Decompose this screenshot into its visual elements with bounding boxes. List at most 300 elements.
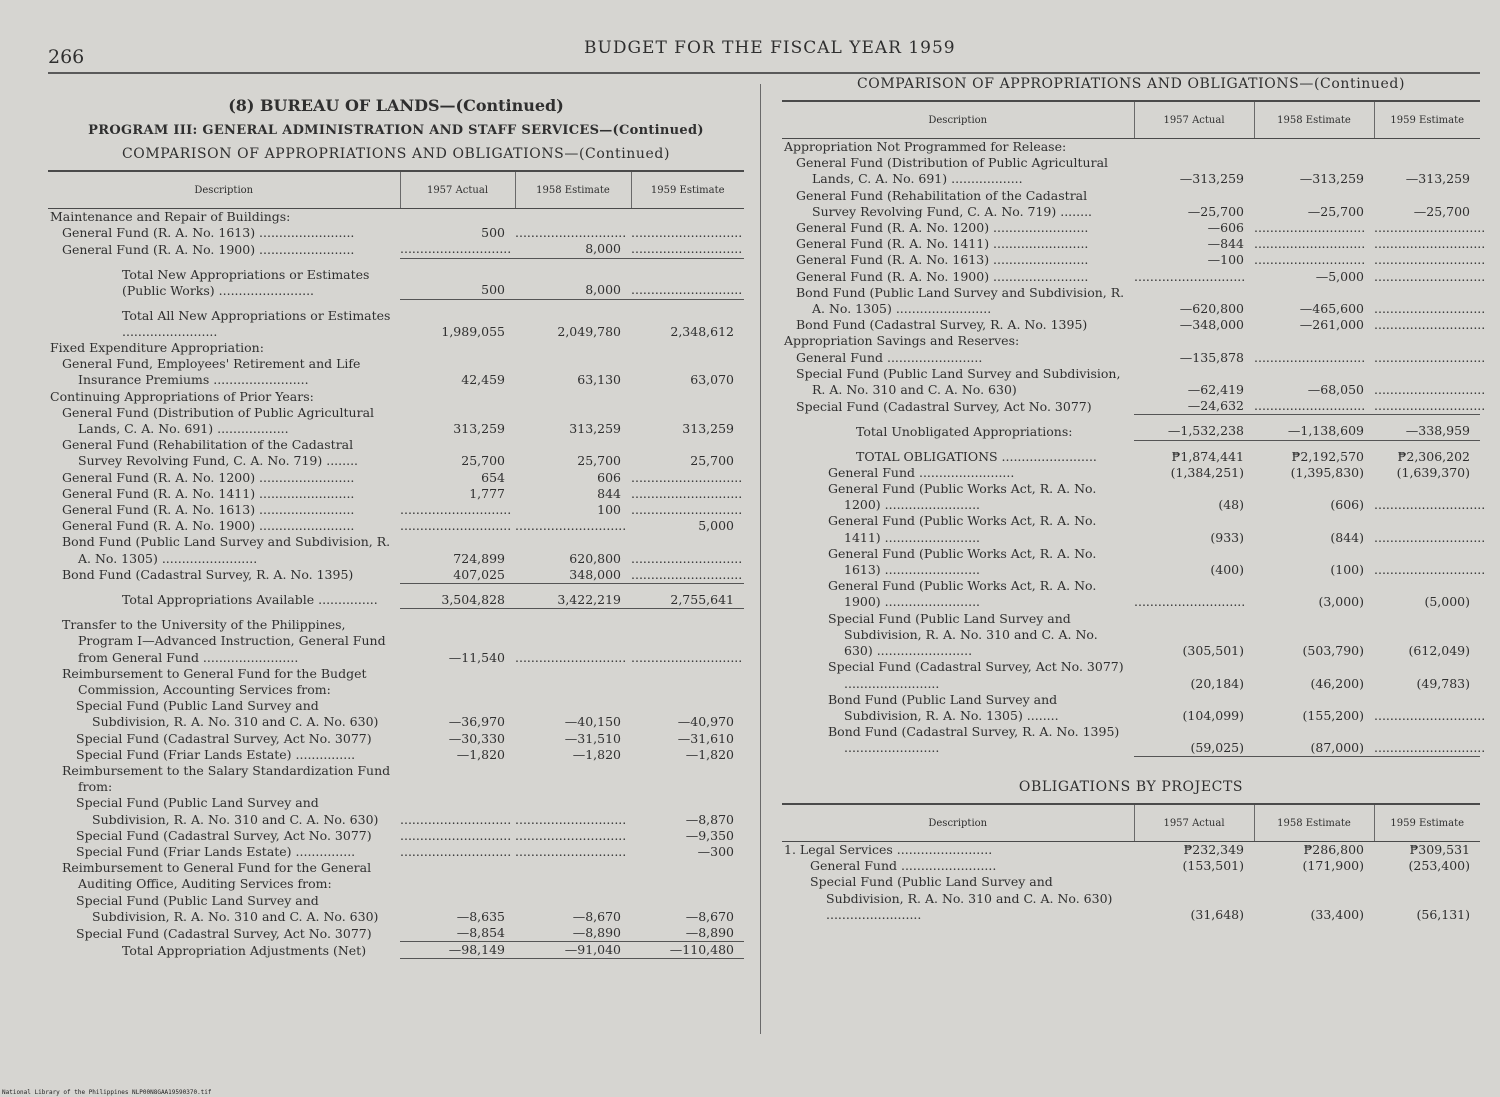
table-row: [782, 285, 1480, 317]
value-1959: ₱309,531: [1409, 842, 1470, 858]
value-1958: 348,000: [515, 567, 631, 584]
description-cell: General Fund (R. A. No. 1613) ........................: [62, 501, 355, 517]
value-1959: ............................: [1374, 349, 1486, 365]
table-row: [48, 698, 744, 730]
table-row: [782, 546, 1480, 578]
table-row: [48, 241, 744, 258]
description-cell: General Fund (R. A. No. 1900) ........................: [796, 268, 1089, 284]
table-row: [48, 518, 744, 534]
value-1958: 606: [597, 469, 621, 485]
value-1959: —8,870: [685, 811, 734, 827]
right-column: [782, 76, 1486, 923]
value-1958: —8,670: [572, 908, 621, 924]
description-cell: Bond Fund (Cadastral Survey, R. A. No. 1395): [796, 317, 1088, 333]
table-row: [782, 659, 1480, 691]
value-1958: ............................: [515, 518, 627, 534]
left-column: [48, 92, 744, 959]
col-1957: 1957 Actual: [1134, 804, 1254, 842]
value-1958: (3,000): [1318, 594, 1364, 610]
value-1959: 313,259: [682, 420, 734, 436]
value-1958: [515, 299, 631, 308]
value-1959: ₱2,306,202: [1397, 448, 1470, 464]
value-1957: ₱232,349: [1183, 842, 1244, 858]
value-1959: [1374, 139, 1480, 156]
value-1959: [1374, 333, 1480, 349]
table-row: [48, 666, 744, 698]
value-1957: ₱1,874,441: [1171, 448, 1244, 464]
description-cell: General Fund (R. A. No. 1200) ........................: [62, 469, 355, 485]
description-cell: Special Fund (Cadastral Survey, Act No. 3077): [76, 827, 372, 843]
value-1958: 63,130: [577, 372, 621, 388]
description-cell: [48, 299, 400, 308]
value-1957: [1134, 415, 1254, 424]
value-1957: (1,384,251): [1170, 464, 1244, 480]
value-1958: 620,800: [569, 550, 621, 566]
value-1959: —25,700: [1413, 203, 1470, 219]
value-1958: [1254, 333, 1374, 349]
value-1958: [515, 389, 631, 405]
running-title: BUDGET FOR THE FISCAL YEAR 1959: [584, 38, 956, 58]
value-1958: ............................: [515, 844, 627, 860]
value-1958: [515, 860, 631, 892]
table-row: [48, 828, 744, 844]
value-1957: (153,501): [1182, 858, 1244, 874]
value-1957: 313,259: [453, 420, 505, 436]
value-1959: ............................: [631, 550, 743, 566]
value-1958: [515, 258, 631, 267]
description-cell: TOTAL OBLIGATIONS ........................: [856, 448, 1097, 464]
value-1959: ............................: [1374, 398, 1486, 414]
value-1958: —40,150: [564, 714, 621, 730]
value-1958: (33,400): [1310, 906, 1364, 922]
table-row: [782, 724, 1480, 756]
table-header: [782, 101, 1480, 139]
description-cell: Total Appropriation Adjustments (Net): [122, 942, 367, 958]
table-row: [782, 350, 1480, 366]
description-cell: [48, 583, 400, 592]
table-row: [782, 858, 1480, 874]
table-row: [48, 502, 744, 518]
value-1958: ............................: [1254, 398, 1374, 415]
value-1957: 654: [481, 469, 505, 485]
value-1959: ............................: [1374, 497, 1486, 513]
value-1958: (171,900): [1302, 858, 1364, 874]
value-1959: [631, 763, 744, 795]
value-1958: [1254, 139, 1374, 156]
value-1957: 500: [481, 225, 505, 241]
table-row: [48, 609, 744, 618]
page-number: 266: [48, 46, 85, 68]
value-1959: ............................: [1374, 317, 1486, 333]
value-1957: [400, 299, 515, 308]
value-1959: [631, 583, 744, 592]
left-table: [48, 170, 744, 959]
value-1958: ............................: [1254, 236, 1366, 252]
value-1958: [1254, 415, 1374, 424]
table-row: [782, 269, 1480, 285]
description-cell: Special Fund (Cadastral Survey, Act No. 3077): [76, 730, 372, 746]
table-row: [48, 340, 744, 356]
table-row: [782, 874, 1480, 923]
description-cell: Bond Fund (Cadastral Survey, R. A. No. 1395) ........................: [828, 724, 1120, 756]
scan-footer: National Library of the Philippines NLP00N8GAA19590370.tif: [2, 1089, 212, 1096]
value-1957: ............................: [1134, 268, 1246, 284]
col-description: Description: [782, 804, 1134, 842]
value-1957: 1,777: [469, 485, 505, 501]
table-header: [782, 804, 1480, 842]
value-1957: [400, 609, 515, 618]
table-row: [48, 567, 744, 584]
description-cell: [782, 415, 1134, 424]
value-1958: [515, 763, 631, 795]
value-1959: (253,400): [1408, 858, 1470, 874]
table-row: [48, 795, 744, 827]
value-1957: (933): [1210, 529, 1244, 545]
value-1959: ............................: [1374, 301, 1486, 317]
value-1958: [515, 340, 631, 356]
description-cell: General Fund (Public Works Act, R. A. No. 1411) ........................: [828, 513, 1097, 545]
table-row: [782, 423, 1480, 440]
value-1958: (46,200): [1310, 675, 1364, 691]
table-row: [782, 692, 1480, 724]
description-cell: Special Fund (Cadastral Survey, Act No. 3077): [76, 925, 372, 941]
table-row: [782, 252, 1480, 268]
table-row: [48, 437, 744, 469]
table-row: [782, 611, 1480, 660]
value-1957: (59,025): [1134, 724, 1254, 756]
value-1959: ............................: [1374, 220, 1486, 236]
table-row: [782, 481, 1480, 513]
value-1958: ₱286,800: [1303, 842, 1364, 858]
table-row: [782, 366, 1480, 398]
description-cell: Reimbursement to General Fund for the General Auditing Office, Auditing Services from:: [62, 860, 372, 892]
value-1957: [1134, 139, 1254, 156]
value-1959: ............................: [631, 225, 743, 241]
table-row: [782, 220, 1480, 236]
table-row: [48, 389, 744, 405]
description-cell: Special Fund (Public Land Survey and Subdivision, R. A. No. 310 and C. A. No. 630): [796, 365, 1121, 398]
description-cell: General Fund (R. A. No. 1613) ........................: [62, 225, 355, 241]
program-title: PROGRAM III: GENERAL ADMINISTRATION AND STAFF SERVICES—(Continued): [88, 123, 704, 138]
description-cell: General Fund (R. A. No. 1411) ........................: [796, 236, 1089, 252]
table-row: [48, 258, 744, 267]
value-1958: 100: [597, 501, 621, 517]
value-1959: 63,070: [690, 372, 734, 388]
value-1958: —5,000: [1315, 268, 1364, 284]
value-1959: 2,755,641: [631, 592, 744, 609]
table-row: [48, 763, 744, 795]
value-1959: ............................: [1374, 562, 1486, 578]
value-1958: 2,049,780: [557, 323, 621, 339]
table-row: [48, 942, 744, 959]
right-table: [782, 100, 1486, 757]
description-cell: Transfer to the University of the Philippines, Program I—Advanced Instruction, General Fund from General Fund ........................: [62, 617, 386, 665]
top-rule: [48, 72, 1480, 74]
description-cell: General Fund (R. A. No. 1411) ........................: [62, 485, 355, 501]
value-1957: —348,000: [1179, 317, 1244, 333]
value-1959: (1,639,370): [1396, 464, 1470, 480]
value-1957: —313,259: [1179, 171, 1244, 187]
description-cell: Maintenance and Repair of Buildings:: [50, 209, 291, 224]
value-1959: ............................: [1374, 236, 1486, 252]
value-1958: (100): [1330, 562, 1364, 578]
description-cell: Special Fund (Public Land Survey and Subdivision, R. A. No. 310 and C. A. No. 630): [76, 698, 379, 730]
description-cell: Bond Fund (Cadastral Survey, R. A. No. 1395): [62, 567, 354, 583]
value-1958: —1,138,609: [1254, 423, 1374, 440]
description-cell: General Fund (Public Works Act, R. A. No. 1900) ........................: [828, 578, 1097, 610]
value-1957: —11,540: [448, 649, 505, 665]
table-row: [48, 209, 744, 226]
table-row: [48, 356, 744, 388]
table-row: [48, 617, 744, 666]
col-1959: 1959 Estimate: [1374, 804, 1480, 842]
description-cell: General Fund (R. A. No. 1613) ........................: [796, 252, 1089, 268]
table-row: [782, 139, 1480, 156]
description-cell: Appropriation Savings and Reserves:: [784, 333, 1020, 349]
value-1959: ............................: [631, 501, 743, 517]
value-1959: ............................: [1374, 382, 1486, 398]
value-1959: ............................: [1374, 252, 1486, 268]
value-1958: —1,820: [572, 746, 621, 762]
value-1958: ............................: [515, 649, 627, 665]
table-row: [782, 236, 1480, 252]
value-1958: ............................: [1254, 220, 1366, 236]
value-1958: 25,700: [577, 453, 621, 469]
description-cell: General Fund (Public Works Act, R. A. No. 1613) ........................: [828, 545, 1097, 578]
value-1957: [1134, 440, 1254, 449]
value-1957: ............................: [400, 241, 515, 258]
value-1957: ............................: [400, 501, 512, 517]
description-cell: Total New Appropriations or Estimates (Public Works) ........................: [122, 266, 370, 298]
value-1958: (155,200): [1302, 707, 1364, 723]
value-1959: —40,970: [677, 714, 734, 730]
value-1957: [400, 389, 515, 405]
col-1958: 1958 Estimate: [1254, 804, 1374, 842]
value-1958: 313,259: [569, 420, 621, 436]
value-1957: —1,820: [456, 746, 505, 762]
value-1959: [631, 389, 744, 405]
value-1957: (20,184): [1190, 675, 1244, 691]
value-1957: —844: [1207, 236, 1244, 252]
description-cell: General Fund (Distribution of Public Agricultural Lands, C. A. No. 691) ..................: [796, 155, 1109, 187]
value-1958: (606): [1330, 497, 1364, 513]
value-1959: —110,480: [631, 942, 744, 959]
value-1958: [515, 666, 631, 698]
description-cell: Special Fund (Public Land Survey and Subdivision, R. A. No. 310 and C. A. No. 630) ........................: [810, 874, 1113, 922]
projects-table-body: [782, 842, 1480, 924]
description-cell: Special Fund (Public Land Survey and Subdivision, R. A. No. 310 and C. A. No. 630) ........................: [828, 610, 1098, 659]
value-1959: —31,610: [677, 730, 734, 746]
value-1958: [1254, 440, 1374, 449]
description-cell: General Fund (R. A. No. 1900) ........................: [62, 518, 355, 534]
value-1959: [631, 299, 744, 308]
table-row: [782, 513, 1480, 545]
value-1957: ............................: [400, 518, 512, 534]
description-cell: General Fund (Rehabilitation of the Cadastral Survey Revolving Fund, C. A. No. 719) ........: [62, 437, 359, 469]
table-row: [48, 299, 744, 308]
table-row: [48, 925, 744, 942]
value-1958: —465,600: [1299, 301, 1364, 317]
value-1959: —313,259: [1405, 171, 1470, 187]
value-1957: (305,501): [1182, 643, 1244, 659]
description-cell: General Fund (Distribution of Public Agricultural Lands, C. A. No. 691) ..................: [62, 404, 375, 436]
description-cell: Reimbursement to General Fund for the Budget Commission, Accounting Services from:: [62, 665, 367, 697]
table-row: [782, 398, 1480, 415]
value-1959: —8,670: [685, 908, 734, 924]
value-1957: —8,854: [400, 925, 515, 942]
col-1958: 1958 Estimate: [515, 171, 631, 209]
table-row: [48, 534, 744, 566]
description-cell: Special Fund (Friar Lands Estate) ...............: [76, 844, 356, 860]
col-description: Description: [48, 171, 400, 209]
value-1959: [1374, 415, 1480, 424]
value-1957: —620,800: [1179, 301, 1244, 317]
value-1958: [515, 609, 631, 618]
description-cell: Fixed Expenditure Appropriation:: [50, 339, 264, 355]
description-cell: [48, 609, 400, 618]
table-row: [782, 333, 1480, 349]
value-1958: ............................: [1254, 349, 1366, 365]
value-1959: ............................: [631, 267, 744, 299]
value-1957: —1,532,238: [1134, 423, 1254, 440]
description-cell: Appropriation Not Programmed for Release:: [784, 139, 1067, 154]
section-title-right: COMPARISON OF APPROPRIATIONS AND OBLIGATIONS—(Continued): [856, 76, 1406, 92]
value-1959: ............................: [631, 649, 743, 665]
value-1957: [400, 763, 515, 795]
value-1959: ............................: [1374, 707, 1486, 723]
table-row: [48, 486, 744, 502]
table-row: [48, 747, 744, 763]
description-cell: General Fund (R. A. No. 1900) ........................: [62, 241, 355, 257]
table-row: [48, 844, 744, 860]
table-row: [48, 592, 744, 609]
value-1958: ............................: [515, 827, 627, 843]
description-cell: General Fund ........................: [810, 858, 997, 874]
table-row: [782, 155, 1480, 187]
description-cell: Bond Fund (Public Land Survey and Subdivision, R. A. No. 1305) ........: [828, 691, 1059, 723]
value-1957: [1134, 333, 1254, 349]
value-1957: —36,970: [448, 714, 505, 730]
value-1959: ............................: [631, 485, 743, 501]
col-1957: 1957 Actual: [1134, 101, 1254, 139]
value-1959: —9,350: [685, 827, 734, 843]
description-cell: Total Unobligated Appropriations:: [856, 423, 1073, 439]
value-1958: —261,000: [1299, 317, 1364, 333]
description-cell: Special Fund (Cadastral Survey, Act No. 3077) ........................: [828, 659, 1124, 691]
value-1957: —606: [1207, 220, 1244, 236]
value-1958: [515, 583, 631, 592]
table-row: [782, 317, 1480, 333]
value-1959: (56,131): [1416, 906, 1470, 922]
value-1959: (49,783): [1416, 675, 1470, 691]
section-title: COMPARISON OF APPROPRIATIONS AND OBLIGATIONS—(Continued): [121, 146, 671, 162]
value-1958: (844): [1330, 529, 1364, 545]
value-1958: 8,000: [515, 267, 631, 299]
value-1957: —62,419: [1187, 382, 1244, 398]
table-row: [782, 465, 1480, 481]
value-1959: [631, 340, 744, 356]
value-1959: ............................: [631, 241, 743, 257]
value-1958: ₱2,192,570: [1291, 448, 1364, 464]
description-cell: Bond Fund (Public Land Survey and Subdivision, R. A. No. 1305) ........................: [62, 534, 391, 566]
description-cell: Special Fund (Friar Lands Estate) ...............: [76, 746, 356, 762]
table-row: [48, 470, 744, 486]
value-1959: [631, 209, 744, 226]
value-1957: ............................: [400, 827, 512, 843]
value-1957: (48): [1218, 497, 1244, 513]
value-1958: —31,510: [564, 730, 621, 746]
table-row: [782, 440, 1480, 449]
col-1959: 1959 Estimate: [1374, 101, 1480, 139]
value-1957: —98,149: [400, 942, 515, 959]
col-1958: 1958 Estimate: [1254, 101, 1374, 139]
value-1957: 1,989,055: [441, 323, 505, 339]
value-1957: 3,504,828: [400, 592, 515, 609]
value-1958: —91,040: [515, 942, 631, 959]
value-1958: —8,890: [515, 925, 631, 942]
value-1957: (400): [1210, 562, 1244, 578]
col-description: Description: [782, 101, 1134, 139]
projects-title: OBLIGATIONS BY PROJECTS: [1018, 779, 1244, 796]
value-1957: [400, 340, 515, 356]
value-1958: (503,790): [1302, 643, 1364, 659]
table-row: [782, 842, 1480, 859]
value-1959: (612,049): [1408, 643, 1470, 659]
value-1957: [400, 258, 515, 267]
description-cell: General Fund ........................: [796, 349, 983, 365]
bureau-title: (8) BUREAU OF LANDS—(Continued): [228, 96, 564, 115]
table-row: [48, 893, 744, 925]
table-row: [48, 731, 744, 747]
description-cell: Reimbursement to the Salary Standardization Fund from:: [62, 763, 391, 795]
description-cell: Special Fund (Public Land Survey and Subdivision, R. A. No. 310 and C. A. No. 630): [76, 892, 379, 924]
value-1959: —300: [697, 844, 734, 860]
value-1959: [631, 860, 744, 892]
description-cell: Special Fund (Cadastral Survey, Act No. 3077): [796, 398, 1092, 414]
value-1959: —8,890: [631, 925, 744, 942]
value-1959: ............................: [631, 566, 743, 582]
description-cell: General Fund, Employees' Retirement and Life Insurance Premiums ........................: [62, 356, 361, 388]
value-1958: ............................: [515, 225, 627, 241]
value-1959: —1,820: [685, 746, 734, 762]
value-1959: —338,959: [1374, 423, 1480, 440]
value-1958: [515, 209, 631, 226]
value-1957: —135,878: [1179, 349, 1244, 365]
value-1957: [400, 209, 515, 226]
table-row: [782, 415, 1480, 424]
value-1957: —30,330: [448, 730, 505, 746]
value-1957: 42,459: [461, 372, 505, 388]
value-1958: ............................: [515, 811, 627, 827]
value-1959: [631, 258, 744, 267]
table-row: [48, 308, 744, 340]
value-1957: —25,700: [1187, 203, 1244, 219]
value-1959: 2,348,612: [670, 323, 734, 339]
col-1959: 1959 Estimate: [631, 171, 744, 209]
value-1957: 407,025: [400, 567, 515, 584]
description-cell: Total Appropriations Available ...............: [122, 592, 378, 608]
description-cell: General Fund (Public Works Act, R. A. No. 1200) ........................: [828, 481, 1097, 513]
value-1957: ............................: [400, 811, 512, 827]
value-1957: ............................: [400, 844, 512, 860]
description-cell: General Fund ........................: [828, 464, 1015, 480]
table-row: [48, 267, 744, 299]
value-1958: 8,000: [515, 241, 631, 258]
value-1959: [631, 609, 744, 618]
value-1957: —24,632: [1134, 398, 1254, 415]
value-1957: (31,648): [1190, 906, 1244, 922]
description-cell: Special Fund (Public Land Survey and Subdivision, R. A. No. 310 and C. A. No. 630): [76, 795, 379, 827]
